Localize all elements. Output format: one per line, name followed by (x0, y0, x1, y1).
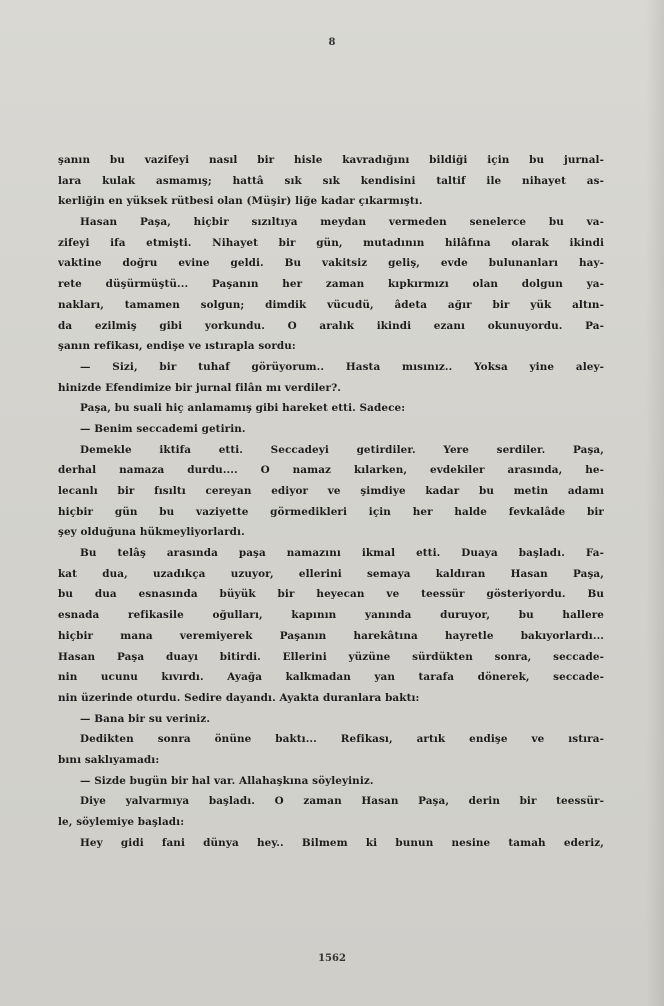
paragraph (58, 543, 604, 709)
body-text (58, 150, 604, 853)
text-line: esnada refikasile oğulları, kapının yanında duruyor, bu hallere (58, 609, 604, 622)
text-line: derhal namaza durdu.... O namaz kılarken, evdekiler arasında, he- (58, 464, 604, 477)
text-line: Hey gidi fani dünya hey.. Bilmem ki bunun nesine tamah ederiz, (80, 836, 604, 849)
folio-number: 1562 (318, 953, 346, 964)
text-line: şey olduğuna hükmeyliyorlardı. (58, 526, 245, 539)
paragraph (58, 709, 604, 730)
text-line: Bu telâş arasında paşa namazını ikmal etti. Duaya başladı. Fa- (80, 547, 604, 560)
text-line: le, söylemiye başladı: (58, 816, 185, 828)
text-line: lecanlı bir fısıltı cereyan ediyor ve şimdiye kadar bu metin adamı (58, 485, 604, 497)
page-edge-shadow (646, 0, 664, 1006)
text-line: — Sizde bugün bir hal var. Allahaşkına söyleyiniz. (80, 774, 374, 787)
paragraph (58, 791, 604, 832)
text-line: zifeyi ifa etmişti. Nihayet bir gün, mutadının hilâfına olarak ikindi (58, 236, 604, 249)
text-line: — Bana bir su veriniz. (80, 712, 211, 725)
text-line: bu dua esnasında büyük bir heyecan ve teessür gösteriyordu. Bu (58, 588, 604, 601)
paragraph (58, 357, 604, 398)
text-line: şanın refikası, endişe ve ıstırapla sordu: (58, 340, 296, 353)
text-line: rete düşürmüştü... Paşanın her zaman kıpkırmızı olan dolgun ya- (58, 278, 604, 291)
paragraph (58, 440, 604, 543)
text-line: hiçbir mana veremiyerek Paşanın harekâtına hayretle bakıyorlardı... (58, 629, 604, 642)
text-line: vaktine doğru evine geldi. Bu vakitsiz geliş, evde bulunanları hay- (58, 257, 604, 270)
text-line: kerliğin en yüksek rütbesi olan (Müşir) liğe kadar çıkarmıştı. (58, 195, 423, 208)
page-number-top: 8 (328, 37, 336, 48)
paragraph (58, 771, 604, 792)
text-line: kat dua, uzadıkça uzuyor, ellerini semaya kaldıran Hasan Paşa, (58, 567, 604, 580)
paragraph (58, 150, 604, 212)
paragraph (58, 398, 604, 419)
text-line: Diye yalvarmıya başladı. O zaman Hasan Paşa, derin bir teessür- (80, 795, 604, 808)
paragraph (58, 419, 604, 440)
text-line: hinizde Efendimize bir jurnal filân mı verdiler?. (58, 381, 341, 394)
text-line: Paşa, bu suali hiç anlamamış gibi hareket etti. Sadece: (80, 402, 406, 415)
text-line: — Sizi, bir tuhaf görüyorum.. Hasta mısınız.. Yoksa yine aley- (80, 360, 604, 373)
paragraph (58, 833, 604, 854)
text-line: Hasan Paşa, hiçbir sızıltıya meydan vermeden senelerce bu va- (80, 216, 604, 229)
text-line: Hasan Paşa duayı bitirdi. Ellerini yüzüne sürdükten sonra, seccade- (58, 650, 604, 663)
text-line: nakları, tamamen solgun; dimdik vücudü, âdeta ağır bir yük altın- (58, 298, 604, 311)
text-line: bını saklıyamadı: (58, 753, 160, 766)
text-line: da ezilmiş gibi yorkundu. O aralık ikindi ezanı okunuyordu. Pa- (58, 319, 604, 332)
text-line: Dedikten sonra önüne baktı... Refikası, artık endişe ve ıstıra- (80, 733, 604, 746)
paragraph (58, 212, 604, 357)
text-line: nin ucunu kıvırdı. Ayağa kalkmadan yan tarafa dönerek, seccade- (58, 671, 604, 684)
text-line: şanın bu vazifeyi nasıl bir hisle kavradığını bildiği için bu jurnal- (58, 154, 604, 166)
text-line: lara kulak asmamış; hattâ sık sık kendisini taltif ile nihayet as- (58, 174, 604, 187)
paragraph (58, 729, 604, 770)
text-line: Demekle iktifa etti. Seccadeyi getirdiler. Yere serdiler. Paşa, (80, 443, 604, 456)
text-line: nin üzerinde oturdu. Sedire dayandı. Ayakta duranlara baktı: (58, 691, 420, 704)
text-line: hiçbir gün bu vaziyette görmedikleri için her halde fevkalâde bir (58, 505, 604, 518)
text-line: — Benim seccademi getirin. (80, 422, 246, 435)
